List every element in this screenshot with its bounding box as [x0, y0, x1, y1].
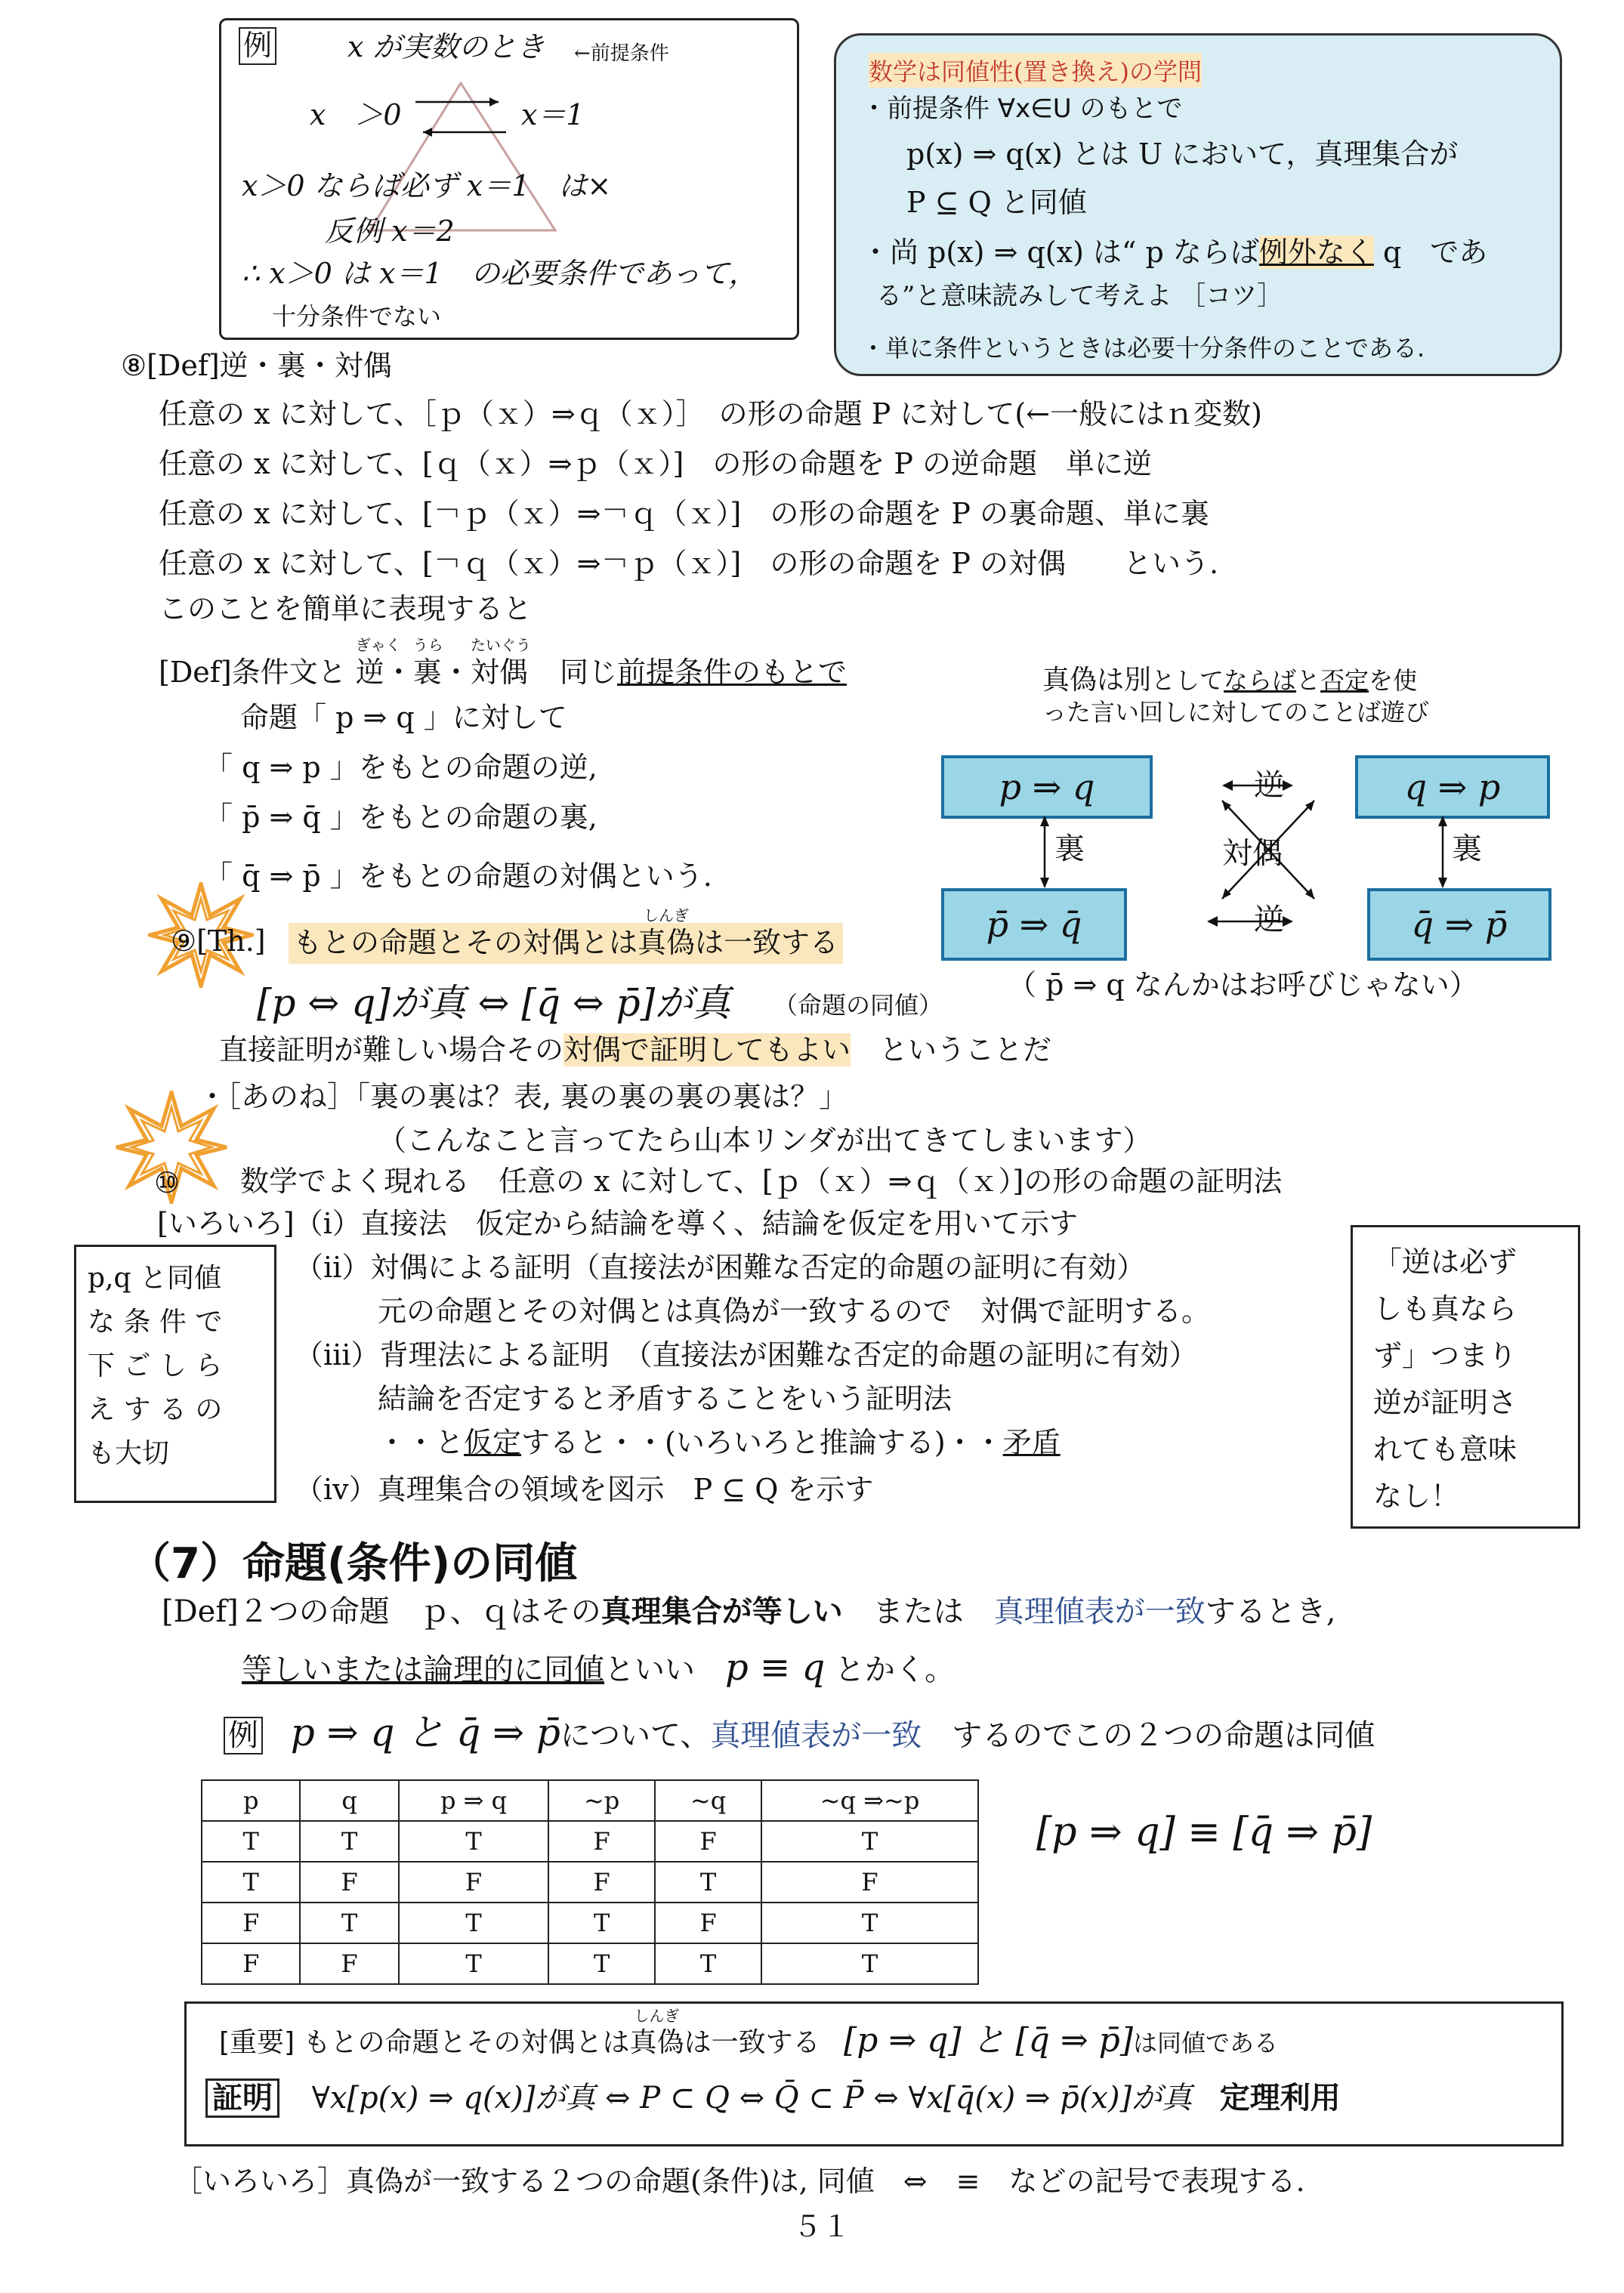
- sec10-num: ⑩: [154, 1166, 181, 1199]
- def-ura: うら 裏: [412, 636, 443, 689]
- def-same-underline: 前提条件のもとで: [616, 656, 847, 689]
- sec9-anone2: （こんなこと言ってたら山本リンダが出てきてしまいます）: [378, 1124, 1152, 1157]
- example-line4: ∴ x＞0 は x＝1 の必要条件であって，: [242, 257, 758, 290]
- sec8-line1: 任意の x に対して、［ｐ（ｘ）⇒ｑ（ｘ）］ の形の命題 P に対して(←一般にはｎ変数): [159, 397, 1262, 431]
- prop-contrapositive: q̄ ⇒ p̄: [1367, 888, 1551, 961]
- equivalence-formula: [p ⇒ q] ≡ [q̄ ⇒ p̄]: [1036, 1810, 1372, 1855]
- example-diagram: [302, 68, 574, 234]
- sec8-line4: 任意の x に対して、[￢ｑ（ｘ）⇒￢ｐ（ｘ）] の形の命題を P の対偶 という.: [159, 547, 1219, 580]
- sec9-theorem: もとの命題とその対偶とは しんぎ 真偽は一致する: [289, 923, 843, 964]
- premise-note: ←前提条件: [574, 42, 669, 65]
- def-same: 同じ: [559, 656, 617, 689]
- info-bullet2-a: ・尚 p(x) ⇒ q(x) は“ p ならば: [861, 236, 1259, 269]
- prop-original: p ⇒ q: [941, 755, 1153, 819]
- sec7-heading: （7）命題(条件)の同値: [128, 1539, 578, 1588]
- right-note-lines: 「逆は必ず しも真なら ず」つまり 逆が証明さ れても意味 なし！: [1373, 1245, 1517, 1513]
- sec10-line2: [いろいろ]（ⅰ）直接法 仮定から結論を導く、結論を仮定を用いて示す: [157, 1207, 1079, 1240]
- example-line3: 反例 x＝2: [325, 214, 455, 248]
- sec9-anone: ・［あのね］「裏の裏は？表, 裏の裏の裏の裏は？」: [198, 1080, 848, 1113]
- info-title: 数学は同値性(置き換え)の学問: [869, 53, 1202, 88]
- label-ura-left: 裏: [1054, 832, 1085, 866]
- left-note-lines: p,q と同値 な 条 件 で 下 ご し ら え す る の も大切: [88, 1263, 223, 1469]
- table-row: T T T F F T: [202, 1821, 978, 1862]
- info-bullet2-b: q であ: [1373, 236, 1488, 269]
- def-line4: 「 p̄ ⇒ q̄ 」をもとの命題の裏,: [204, 801, 597, 834]
- def-line3: 「 q ⇒ p 」をもとの命題の逆,: [204, 751, 597, 784]
- prop-converse: q ⇒ p: [1355, 755, 1550, 819]
- sec9-formula: [p ⇔ q]が真 ⇔ [q̄ ⇔ p̄]が真: [257, 981, 731, 1025]
- example-line1: x が実数のとき: [347, 30, 545, 63]
- sec9-side-note: （ p̄ ⇒ q なんかはお呼びじゃない）: [1008, 968, 1478, 1001]
- def-taigu-ruby: たいぐう: [470, 636, 531, 654]
- info-bullet2c: る”と意味読みして考えよ ［コツ］: [876, 281, 1283, 311]
- table-row: F T T T F T: [202, 1903, 978, 1943]
- example-line2: x＞0 ならば必ず x＝1 は×: [242, 169, 612, 202]
- sec9-shingi: しんぎ 真偽: [638, 906, 696, 959]
- sec7-def: [Def]２つの命題 ｐ、ｑはその真理集合が等しい または 真理値表が一致するとき,: [162, 1594, 1336, 1629]
- def-dot1: ・: [384, 656, 413, 689]
- def-line2: 命題「 p ⇒ q 」に対して: [240, 701, 567, 734]
- def-line1: [159, 636, 847, 690]
- sec10-line3: （ⅱ）対偶による証明（直接法が困難な否定的命題の証明に有効）: [295, 1251, 1146, 1284]
- label-gyaku-bottom: 逆: [1254, 903, 1284, 937]
- example-line5: 十分条件でない: [272, 302, 442, 331]
- sec10-line4: 元の命題とその対偶とは真偽が一致するので 対偶で証明する。: [378, 1295, 1211, 1328]
- info-bullet3: ・単に条件というときは必要十分条件のことである.: [861, 334, 1425, 363]
- sec9-paren: （命題の同値）: [773, 991, 943, 1020]
- def-pre: [Def]条件文と: [159, 656, 347, 689]
- page-number: ５１: [793, 2210, 851, 2243]
- sec8-heading: ⑧[Def]逆・裏・対偶: [121, 349, 392, 382]
- sec8-line2: 任意の x に対して、[ｑ（ｘ）⇒ｐ（ｘ）] の形の命題を P の逆命題 単に逆: [159, 447, 1153, 480]
- prop-inverse: p̄ ⇒ q̄: [941, 888, 1127, 961]
- label-taigu: 対偶: [1222, 836, 1283, 871]
- info-bullet1: ・前提条件 ∀x∈U のもとで: [861, 94, 1183, 124]
- important-shingi: しんぎ 真偽: [629, 2007, 684, 2058]
- proof-tag: 証明: [205, 2079, 279, 2118]
- table-header-row: p q p ⇒ q ~p ~q ~q ⇒~p: [202, 1780, 978, 1821]
- def-taigu: たいぐう 対偶: [470, 636, 531, 689]
- info-bullet1c: P ⊆ Q と同値: [906, 186, 1087, 219]
- footer-line: ［いろいろ］真偽が一致する２つの命題(条件)は, 同値 ⇔ ≡ などの記号で表現する.: [174, 2165, 1305, 2198]
- diagram-right-label: x＝1: [521, 98, 585, 131]
- sec7-line2: 等しいまたは論理的に同値といい p ≡ q とかく。: [242, 1646, 956, 1689]
- sec9-direct-highlight: 対偶で証明してもよい: [563, 1033, 851, 1066]
- sec10-line7: ・・と仮定すると・・(いろいろと推論する)・・矛盾: [378, 1426, 1061, 1459]
- sec8-line5: このことを簡単に表現すると: [159, 592, 533, 625]
- def-side-note: 真偽は別としてならばと否定を使: [1042, 665, 1418, 696]
- table-row: T F F F T F: [202, 1862, 978, 1903]
- def-gyaku-ruby: ぎゃく: [355, 636, 401, 654]
- info-bullet2: [861, 236, 1487, 270]
- def-line5: 「 q̄ ⇒ p̄ 」をもとの命題の対偶という.: [204, 859, 712, 893]
- def-side-note2: った言い回しに対してのことば遊び: [1042, 698, 1430, 727]
- example-tag: 例: [239, 27, 276, 65]
- important-proof: 証明 ∀x[p(x) ⇒ q(x)]が真 ⇔ P ⊂ Q ⇔ Q̄ ⊂ P̄ ⇔ ∀x[q̄(x) ⇒ p̄(x)]が真 定理利用: [205, 2080, 1341, 2116]
- diagram-left-label: x ＞0: [310, 98, 402, 131]
- important-line1: [重要] もとの命題とその対偶とは しんぎ 真偽は一致する [p ⇒ q] と [q̄ ⇒ p̄]は同値である: [219, 2007, 1279, 2060]
- info-bullet1b: p(x) ⇒ q(x) とは U において，真理集合が: [906, 137, 1459, 171]
- sec10-line8: （ⅳ）真理集合の領域を図示 P ⊆ Q を示す: [295, 1473, 874, 1506]
- def-dot2: ・: [441, 656, 471, 689]
- sec10-line6: 結論を否定すると矛盾することをいう証明法: [378, 1382, 952, 1415]
- sec9-direct: 直接証明が難しい場合その対偶で証明してもよい ということだ: [219, 1033, 1052, 1066]
- sec9-label: ⑨[Th.]: [171, 924, 266, 958]
- label-ura-right: 裏: [1452, 832, 1482, 866]
- sec7-example: 例 p ⇒ q と q̄ ⇒ p̄について、真理値表が一致 するのでこの２つの命題は同値: [224, 1710, 1375, 1755]
- label-gyaku-top: 逆: [1254, 768, 1284, 803]
- sec10-line5: （ⅲ）背理法による証明 （直接法が困難な否定的命題の証明に有効）: [295, 1338, 1198, 1372]
- sec10-line1: 数学でよく現れる 任意の x に対して、[ｐ（ｘ）⇒ｑ（ｘ）]の形の命題の証明法: [240, 1165, 1283, 1198]
- def-ura-ruby: うら: [412, 636, 443, 654]
- table-row: F F T T T T: [202, 1943, 978, 1984]
- truth-table: [201, 1779, 979, 1985]
- info-bullet2-highlight: 例外なく: [1258, 236, 1374, 269]
- sec8-line3: 任意の x に対して、[￢ｐ（ｘ）⇒￢ｑ（ｘ）] の形の命題を P の裏命題、単に裏: [159, 497, 1210, 530]
- def-gyaku: ぎゃく 逆: [355, 636, 401, 689]
